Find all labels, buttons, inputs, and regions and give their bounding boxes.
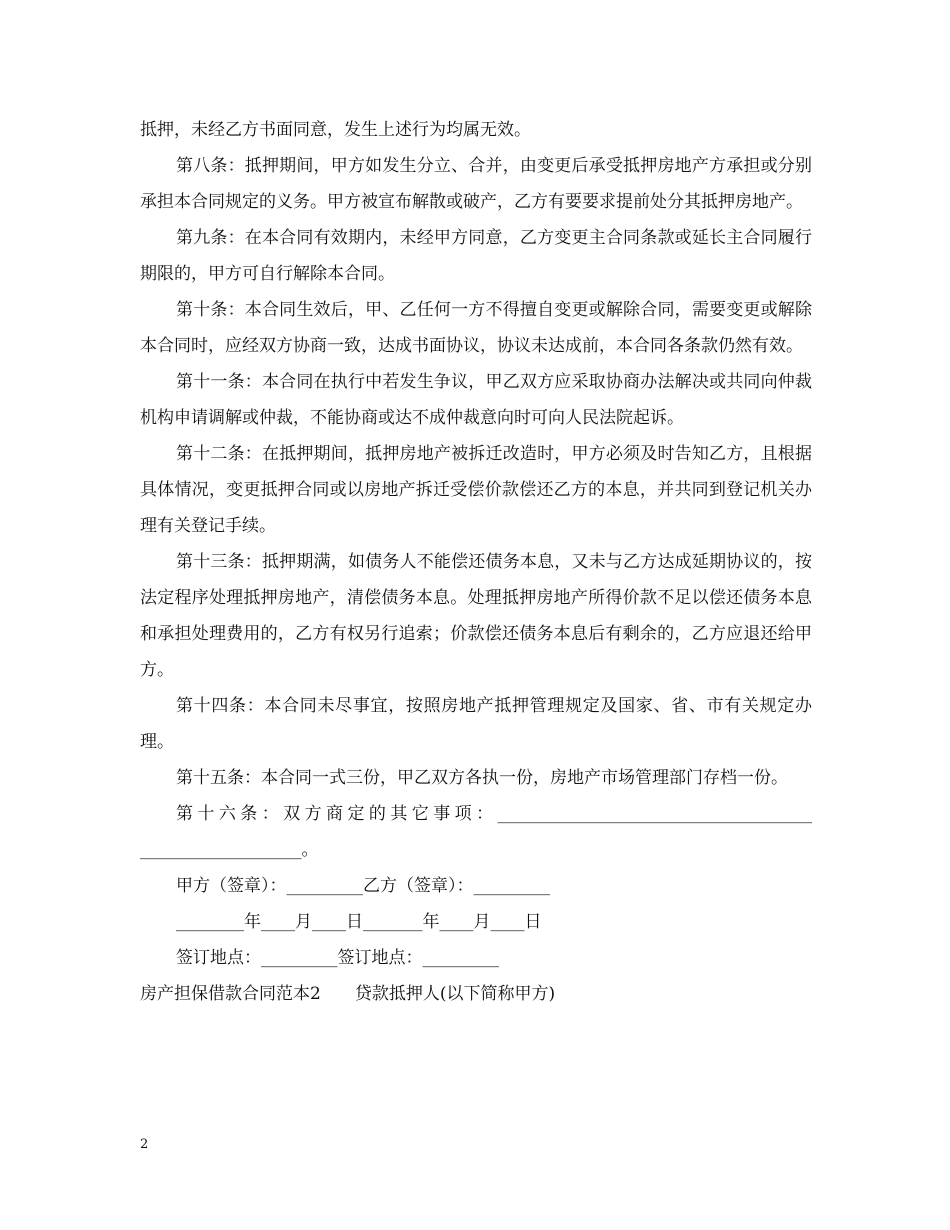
clause-9: 第九条：在本合同有效期内，未经甲方同意，乙方变更主合同条款或延长主合同履行期限的，甲方可自行解除本合同。 [140,228,812,284]
document-body [140,112,812,1012]
date-line: ________年____月____日_______年____月____日 [176,912,542,932]
page-number: 2 [140,1137,149,1152]
clause-8: 第八条：抵押期间，甲方如发生分立、合并，由变更后承受抵押房地产方承担或分别承担本合同规定的义务。甲方被宣布解散或破产，乙方有要要求提前处分其抵押房地产。 [140,156,812,212]
clause-12: 第十二条：在抵押期间，抵押房地产被拆迁改造时，甲方必须及时告知乙方，且根据具体情况，变更抵押合同或以房地产拆迁受偿价款偿还乙方的本息，并共同到登记机关办理有关登记手续。 [140,444,812,536]
signature-line: 甲方（签章）：_________乙方（签章）：_________ [176,876,550,896]
clause-13: 第十三条：抵押期满，如债务人不能偿还债务本息，又未与乙方达成延期协议的，按法定程序处理抵押房地产，清偿债务本息。处理抵押房地产所得价款不足以偿还债务本息和承担处理费用的，乙方有权另行追索；价款偿还债务本息后有剩余的，乙方应退还给甲方。 [140,552,812,680]
clause-15: 第十五条：本合同一式三份，甲乙双方各执一份，房地产市场管理部门存档一份。 [176,768,788,788]
clause-10: 第十条：本合同生效后，甲、乙任何一方不得擅自变更或解除合同，需要变更或解除本合同时，应经双方协商一致，达成书面协议，协议未达成前，本合同各条款仍然有效。 [140,300,812,356]
next-section-heading: 房产担保借款合同范本2 贷款抵押人(以下简称甲方) [140,984,556,1004]
clause-14: 第十四条：本合同未尽事宜，按照房地产抵押管理规定及国家、省、市有关规定办理。 [140,696,812,752]
clause-16: 第十六条：双方商定的其它事项：_____________________________________ ___________________。 [140,804,812,860]
signing-place-line: 签订地点：_________签订地点：_________ [176,948,499,968]
paragraph-continuation: 抵押，未经乙方书面同意，发生上述行为均属无效。 [140,120,531,140]
clause-11: 第十一条：本合同在执行中若发生争议，甲乙双方应采取协商办法解决或共同向仲裁机构申请调解或仲裁，不能协商或达不成仲裁意向时可向人民法院起诉。 [140,372,812,428]
